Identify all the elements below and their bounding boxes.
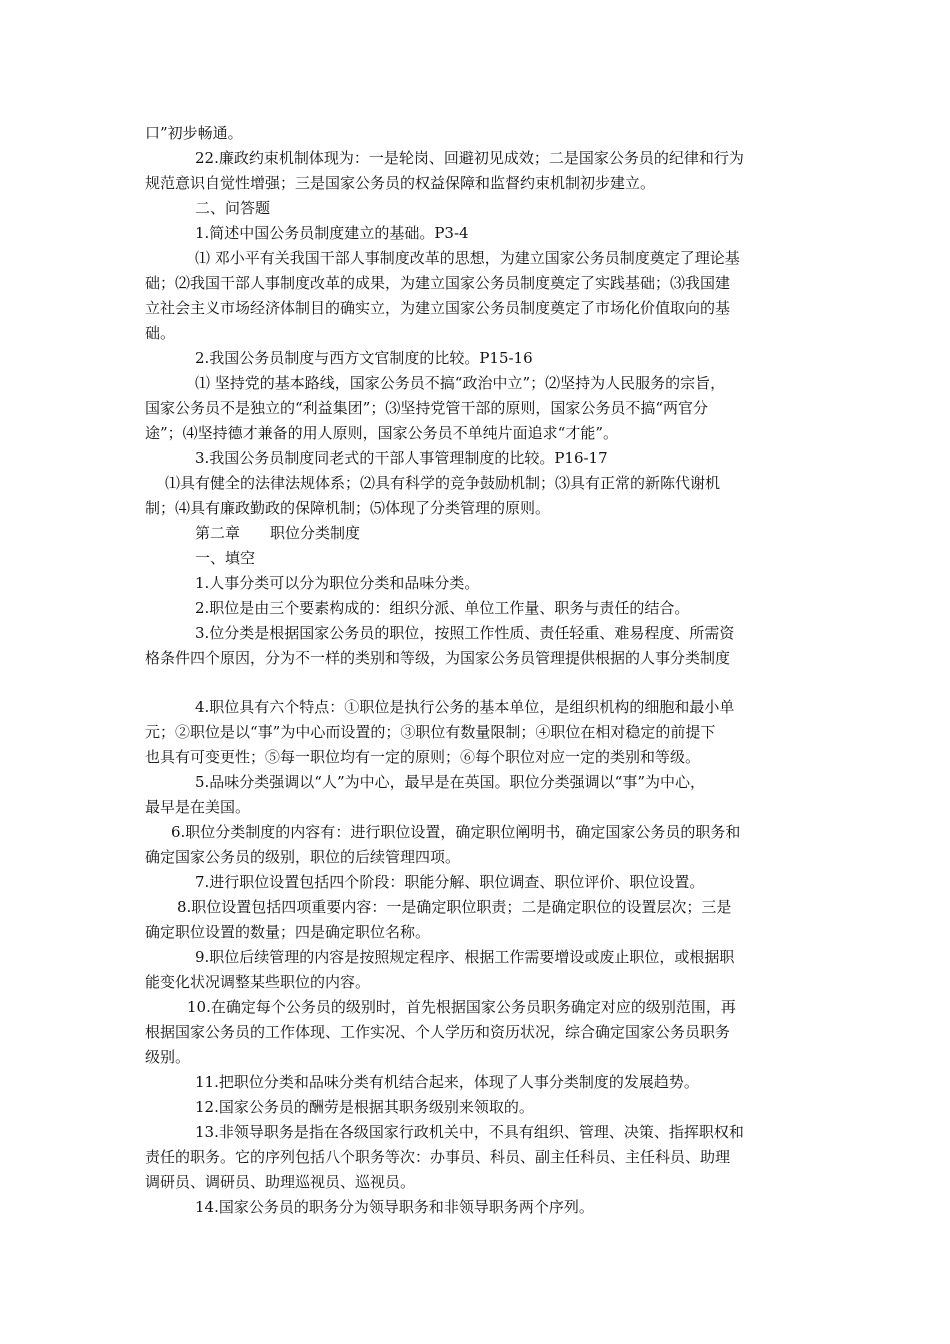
text-line: 8.职位设置包括四项重要内容：一是确定职位职责；二是确定职位的设置层次；三是 <box>177 898 732 916</box>
text-line: 口”初步畅通。 <box>145 124 243 142</box>
text-line: 格条件四个原因，分为不一样的类别和等级，为国家公务员管理提供根据的人事分类制度 <box>145 649 731 667</box>
text-line: 根据国家公务员的工作体现、工作实况、个人学历和资历状况，综合确定国家公务员职务 <box>145 1023 731 1041</box>
text-line: 础；⑵我国干部人事制度改革的成果，为建立国家公务员制度奠定了实践基础；⑶我国建 <box>145 274 731 292</box>
text-line: 立社会主义市场经济体制目的确实立，为建立国家公务员制度奠定了市场化价值取向的基 <box>145 299 731 317</box>
text-line: 1.人事分类可以分为职位分类和品味分类。 <box>195 574 480 592</box>
text-line: 4.职位具有六个特点：①职位是执行公务的基本单位，是组织机构的细胞和最小单 <box>195 698 735 716</box>
text-line: 1.简述中国公务员制度建立的基础。P3-4 <box>195 224 469 242</box>
text-line: 22.廉政约束机制体现为：一是轮岗、回避初见成效；二是国家公务员的纪律和行为 <box>195 149 744 167</box>
text-line: 一、填空 <box>195 549 256 567</box>
text-line: 能变化状况调整某些职位的内容。 <box>145 973 371 991</box>
text-line: 第二章 职位分类制度 <box>195 524 361 542</box>
text-line: 责任的职务。它的序列包括八个职务等次：办事员、科员、副主任科员、主任科员、助理 <box>145 1148 731 1166</box>
text-line: 规范意识自觉性增强；三是国家公务员的权益保障和监督约束机制初步建立。 <box>145 174 656 192</box>
text-line: 础。 <box>145 324 176 342</box>
text-line: 确定国家公务员的级别，职位的后续管理四项。 <box>145 848 461 866</box>
text-line: 2.职位是由三个要素构成的：组织分派、单位工作量、职务与责任的结合。 <box>195 599 690 617</box>
text-line: 12.国家公务员的酬劳是根据其职务级别来领取的。 <box>195 1098 534 1116</box>
text-line: 3.位分类是根据国家公务员的职位，按照工作性质、责任轻重、难易程度、所需资 <box>195 624 735 642</box>
text-line: 9.职位后续管理的内容是按照规定程序、根据工作需要增设或废止职位，或根据职 <box>195 948 735 966</box>
text-line: 也具有可变更性；⑤每一职位均有一定的原则；⑥每个职位对应一定的类别和等级。 <box>145 748 701 766</box>
text-line: 13.非领导职务是指在各级国家行政机关中，不具有组织、管理、决策、指挥职权和 <box>195 1123 744 1141</box>
text-line: 14.国家公务员的职务分为领导职务和非领导职务两个序列。 <box>195 1198 594 1216</box>
text-line: 最早是在美国。 <box>145 798 251 816</box>
text-line: 二、问答题 <box>195 199 271 217</box>
text-line: 6.职位分类制度的内容有：进行职位设置，确定职位阐明书，确定国家公务员的职务和 <box>171 823 741 841</box>
text-line: 11.把职位分类和品味分类有机结合起来，体现了人事分类制度的发展趋势。 <box>195 1073 699 1091</box>
text-line: 10.在确定每个公务员的级别时，首先根据国家公务员职务确定对应的级别范围，再 <box>187 998 736 1016</box>
document-body <box>145 121 805 1220</box>
text-line: 5.品味分类强调以“人”为中心，最早是在英国。职位分类强调以“事”为中心， <box>195 773 705 791</box>
text-line: 国家公务员不是独立的“利益集团”；⑶坚持党管干部的原则，国家公务员不搞“两官分 <box>145 399 709 417</box>
text-line: 制；⑷具有廉政勤政的保障机制；⑸体现了分类管理的原则。 <box>145 499 551 517</box>
text-line: ⑴ 邓小平有关我国干部人事制度改革的思想，为建立国家公务员制度奠定了理论基 <box>195 249 740 267</box>
text-line: 调研员、调研员、助理巡视员、巡视员。 <box>145 1173 416 1191</box>
text-line: 确定职位设置的数量；四是确定职位名称。 <box>145 923 431 941</box>
text-line: 3.我国公务员制度同老式的干部人事管理制度的比较。P16-17 <box>195 449 608 467</box>
text-line: 级别。 <box>145 1048 191 1066</box>
text-line: 2.我国公务员制度与西方文官制度的比较。P15-16 <box>195 349 533 367</box>
text-line: ⑴ 坚持党的基本路线，国家公务员不搞“政治中立”；⑵坚持为人民服务的宗旨， <box>195 374 726 392</box>
text-line: 7.进行职位设置包括四个阶段：职能分解、职位调查、职位评价、职位设置。 <box>195 873 705 891</box>
text-line: 途”；⑷坚持德才兼备的用人原则，国家公务员不单纯片面追求“才能”。 <box>145 424 619 442</box>
text-line: 元；②职位是以“事”为中心而设置的；③职位有数量限制；④职位在相对稳定的前提下 <box>145 723 716 741</box>
text-line: ⑴具有健全的法律法规体系；⑵具有科学的竞争鼓励机制；⑶具有正常的新陈代谢机 <box>165 474 721 492</box>
text-line <box>145 671 805 695</box>
